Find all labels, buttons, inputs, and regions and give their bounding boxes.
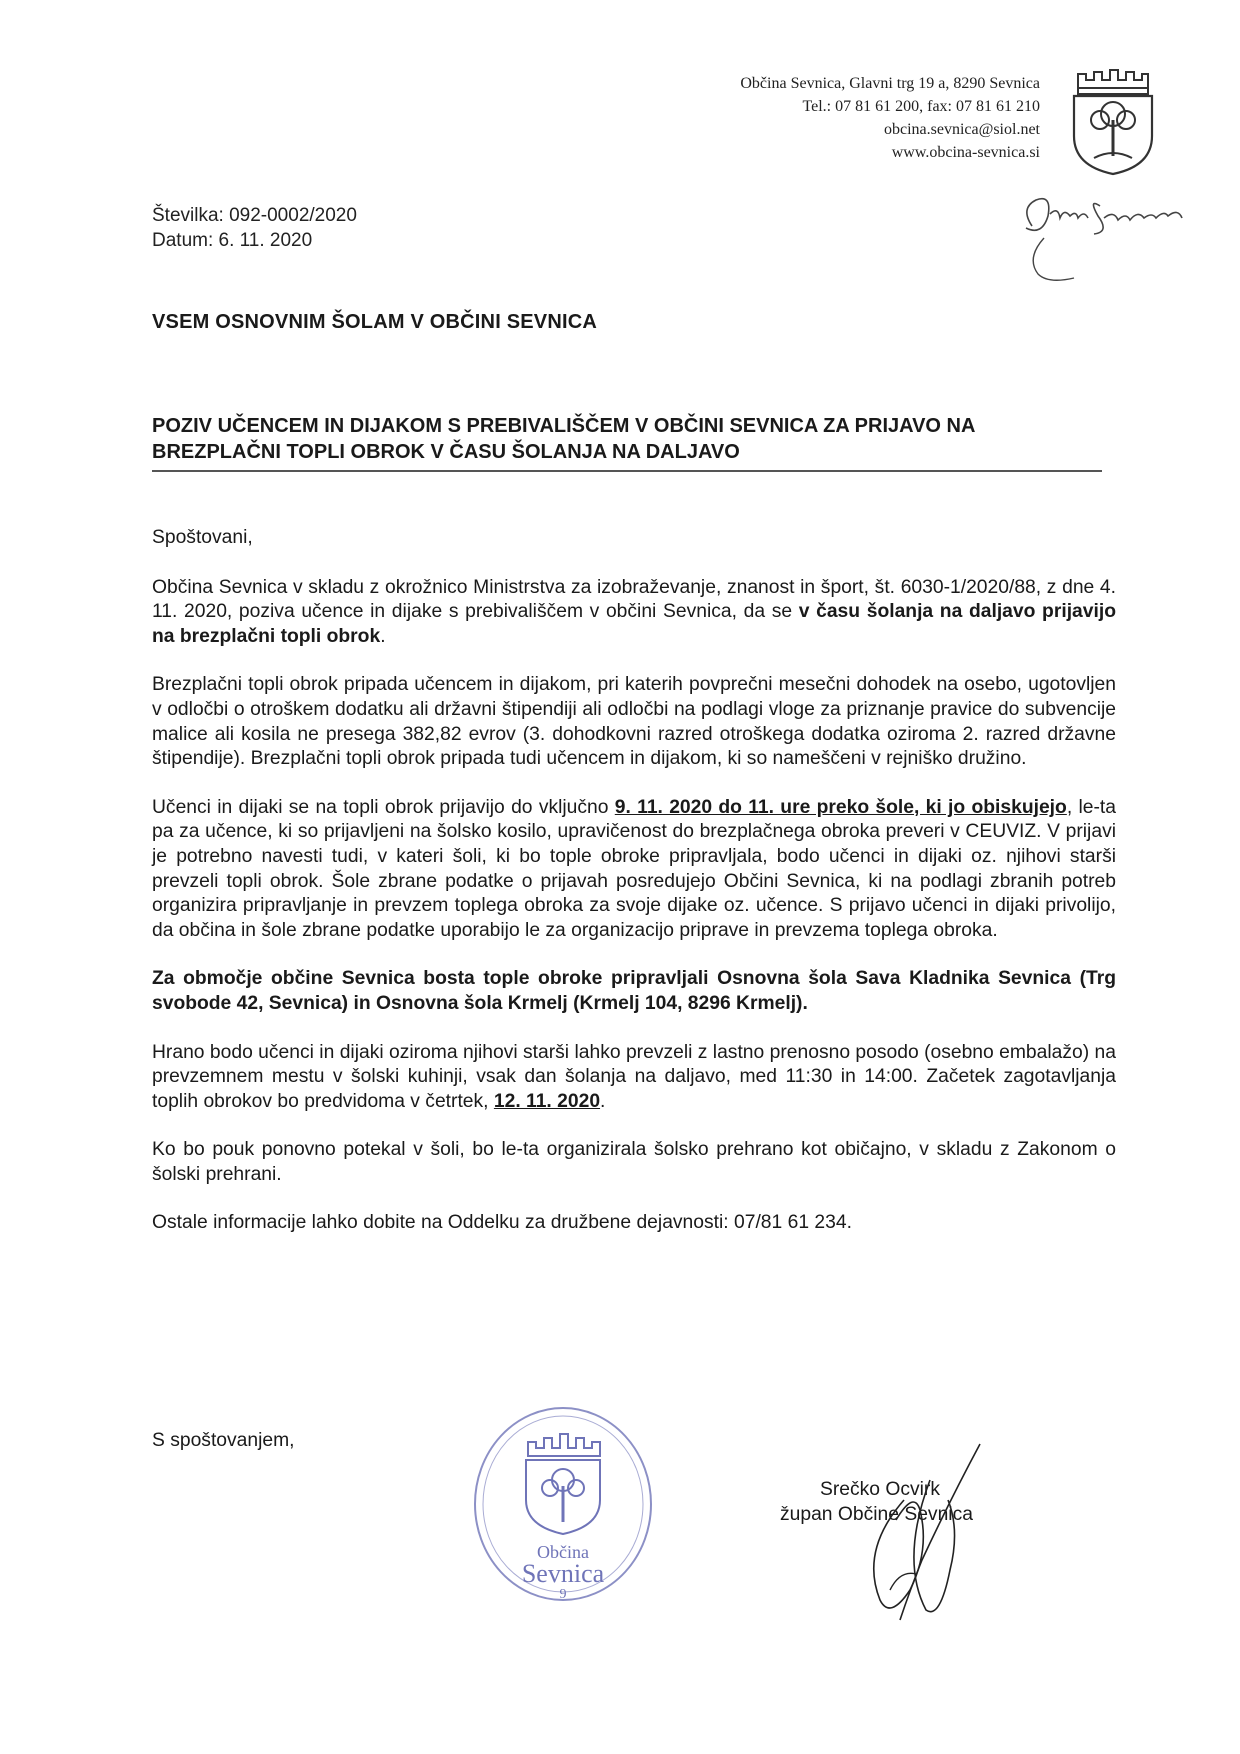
- handwritten-signature: [830, 1440, 1030, 1630]
- letterhead-address: Občina Sevnica, Glavni trg 19 a, 8290 Sevnica: [740, 75, 1040, 92]
- paragraph-pickup: [152, 1041, 1116, 1115]
- stamp-line-2: Sevnica: [521, 1559, 605, 1588]
- subject-line-2: BREZPLAČNI TOPLI OBROK V ČASU ŠOLANJA NA DALJAVO: [152, 441, 740, 463]
- paragraph-pickup-end: .: [600, 1090, 606, 1112]
- official-stamp: [470, 1404, 656, 1604]
- paragraph-invitation: [152, 576, 1116, 650]
- closing: S spoštovanjem,: [152, 1430, 295, 1451]
- paragraph-registration-rest: , le-ta pa za učence, ki so prijavljeni na šolsko kosilo, upravičenost do brezplačnega obroka preveri v CEUVIZ. V prijavi je potrebno navesti tudi, v kateri šoli, ki bo tople obroke pripravljala, bodo učenci in dijaki oz. njihovi starši prevzeli topli obrok. Šole zbrane podatke o prijavah posredujejo Občini Sevnica, ki na podlagi zbranih potreb organizira pripravljanje in prevzem toplega obroka za svoje dijake oz. učence. S prijavo učenci in dijaki privolijo, da občina in šole zbrane podatke uporabijo le za organizacijo priprave in prevzema toplega obroka.: [152, 796, 1116, 941]
- document-date: Datum: 6. 11. 2020: [152, 230, 313, 251]
- paragraph-schools: Za območje občine Sevnica bosta tople obroke pripravljali Osnovna šola Sava Kladnika Sevnica (Trg svobode 42, Sevnica) in Osnovna šola Krmelj (Krmelj 104, 8296 Krmelj).: [152, 968, 1116, 1014]
- paragraph-registration-start: Učenci in dijaki se na topli obrok prijavijo do vključno: [152, 796, 615, 818]
- greeting: Spoštovani,: [152, 527, 253, 548]
- signer-name: Srečko Ocvirk: [820, 1479, 940, 1500]
- letterhead: [740, 72, 1040, 164]
- sevnica-coat-of-arms-icon: [1064, 58, 1160, 178]
- stamp-number: 9: [559, 1587, 567, 1602]
- document-meta: [152, 203, 357, 253]
- letterhead-web: www.obcina-sevnica.si: [891, 144, 1040, 161]
- paragraph-invitation-end: .: [380, 625, 386, 647]
- paragraph-eligibility: Brezplačni topli obrok pripada učencem in dijakom, pri katerih povprečni mesečni dohodek na osebo, ugotovljen v odločbi o otroškem dodatku ali državni štipendiji ali odločbi na podlagi vloge za priznanje pravice do subvencije malice ali kosila ne presega 382,82 evrov (3. dohodkovni razred otroškega dodatka oziroma 2. razred državne štipendije). Brezplačni topli obrok pripada tudi učencem in dijakom, ki so nameščeni v rejniško družino.: [152, 674, 1116, 770]
- document-number: Številka: 092-0002/2020: [152, 205, 357, 226]
- subject-line-1: POZIV UČENCEM IN DIJAKOM S PREBIVALIŠČEM V OBČINI SEVNICA ZA PRIJAVO NA: [152, 415, 976, 437]
- addressee: VSEM OSNOVNIM ŠOLAM V OBČINI SEVNICA: [152, 311, 598, 333]
- stamp-line-1: Občina: [537, 1542, 589, 1562]
- paragraph-pickup-start: Hrano bodo učenci in dijaki oziroma njihovi starši lahko prevzeli z lastno prenosno posodo (osebno embalažo) na prevzemnem mestu v šolski kuhinji, vsak dan šolanja na daljavo, med 11:30 in 14:00. Začetek zagotavljanja toplih obrokov bo predvidoma v četrtek,: [152, 1041, 1116, 1112]
- subject-divider: [152, 470, 1102, 472]
- letterhead-phone: Tel.: 07 81 61 200, fax: 07 81 61 210: [802, 98, 1040, 115]
- paragraph-invitation-text: Občina Sevnica v skladu z okrožnico Ministrstva za izobraževanje, znanost in šport, št. 6030-1/2020/88, z dne 4. 11. 2020, poziva učence in dijake s prebivališčem v občini Sevnica, da se: [152, 576, 1116, 623]
- paragraph-contact: Ostale informacije lahko dobite na Oddelku za družbene dejavnosti: 07/81 61 234.: [152, 1212, 852, 1234]
- letterhead-email: obcina.sevnica@siol.net: [883, 121, 1040, 138]
- handwritten-signature-header: [1018, 188, 1200, 298]
- paragraph-registration: [152, 796, 1116, 944]
- paragraph-resume: Ko bo pouk ponovno potekal v šoli, bo le-ta organizirala šolsko prehrano kot običajno, v skladu z Zakonom o šolski prehrani.: [152, 1139, 1116, 1185]
- paragraph-invitation-bold: v času šolanja na daljavo prijavijo na brezplačni topli obrok: [152, 601, 1116, 647]
- registration-deadline: 9. 11. 2020 do 11. ure preko šole, ki jo obiskujejo: [614, 796, 1067, 818]
- signer-title: župan Občine Sevnica: [780, 1504, 973, 1525]
- subject: [152, 413, 1102, 465]
- letter-body: [152, 526, 1116, 1260]
- start-date: 12. 11. 2020: [493, 1090, 601, 1112]
